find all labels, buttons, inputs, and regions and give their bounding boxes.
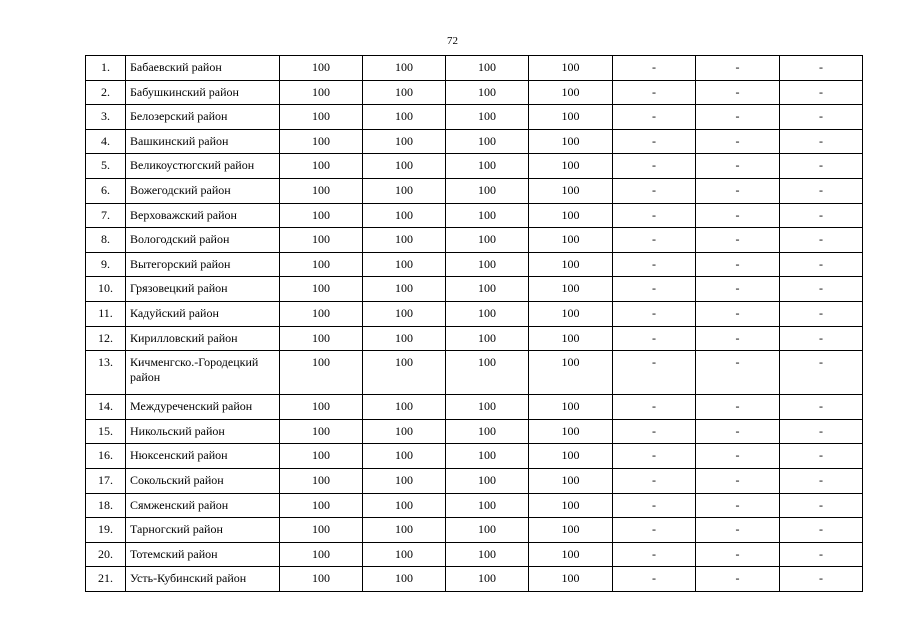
district-name: Бабушкинский район [126, 80, 280, 105]
page-number: 72 [447, 35, 458, 47]
row-number: 4. [86, 129, 126, 154]
table-row [86, 301, 863, 326]
empty-value-cell: - [613, 56, 696, 81]
value-cell: 100 [280, 419, 363, 444]
empty-value-cell: - [780, 154, 863, 179]
district-name: Тарногский район [126, 518, 280, 543]
value-cell: 100 [446, 518, 529, 543]
value-cell: 100 [363, 395, 446, 420]
empty-value-cell: - [613, 444, 696, 469]
value-cell: 100 [280, 80, 363, 105]
table-row [86, 395, 863, 420]
empty-value-cell: - [696, 419, 780, 444]
row-number: 17. [86, 468, 126, 493]
empty-value-cell: - [613, 252, 696, 277]
table-row [86, 252, 863, 277]
value-cell: 100 [280, 542, 363, 567]
value-cell: 100 [529, 80, 613, 105]
empty-value-cell: - [613, 419, 696, 444]
empty-value-cell: - [613, 518, 696, 543]
value-cell: 100 [529, 129, 613, 154]
row-number: 2. [86, 80, 126, 105]
value-cell: 100 [529, 178, 613, 203]
value-cell: 100 [446, 277, 529, 302]
district-name: Верховажский район [126, 203, 280, 228]
value-cell: 100 [363, 56, 446, 81]
empty-value-cell: - [696, 105, 780, 130]
value-cell: 100 [446, 203, 529, 228]
value-cell: 100 [529, 419, 613, 444]
row-number: 15. [86, 419, 126, 444]
value-cell: 100 [280, 228, 363, 253]
value-cell: 100 [529, 395, 613, 420]
empty-value-cell: - [780, 228, 863, 253]
value-cell: 100 [446, 154, 529, 179]
value-cell: 100 [363, 493, 446, 518]
value-cell: 100 [446, 493, 529, 518]
value-cell: 100 [446, 252, 529, 277]
empty-value-cell: - [780, 129, 863, 154]
empty-value-cell: - [780, 56, 863, 81]
table-row [86, 493, 863, 518]
district-name: Кирилловский район [126, 326, 280, 351]
value-cell: 100 [446, 56, 529, 81]
value-cell: 100 [446, 351, 529, 395]
value-cell: 100 [529, 351, 613, 395]
value-cell: 100 [446, 468, 529, 493]
value-cell: 100 [529, 252, 613, 277]
value-cell: 100 [280, 493, 363, 518]
district-name: Вытегорский район [126, 252, 280, 277]
value-cell: 100 [529, 542, 613, 567]
empty-value-cell: - [613, 277, 696, 302]
value-cell: 100 [529, 154, 613, 179]
table-row [86, 154, 863, 179]
empty-value-cell: - [696, 252, 780, 277]
empty-value-cell: - [613, 567, 696, 592]
value-cell: 100 [446, 105, 529, 130]
value-cell: 100 [363, 326, 446, 351]
value-cell: 100 [280, 129, 363, 154]
empty-value-cell: - [780, 203, 863, 228]
value-cell: 100 [280, 105, 363, 130]
empty-value-cell: - [696, 277, 780, 302]
value-cell: 100 [446, 444, 529, 469]
district-name: Грязовецкий район [126, 277, 280, 302]
empty-value-cell: - [696, 203, 780, 228]
empty-value-cell: - [696, 178, 780, 203]
row-number: 14. [86, 395, 126, 420]
empty-value-cell: - [613, 542, 696, 567]
table-row [86, 567, 863, 592]
row-number: 10. [86, 277, 126, 302]
empty-value-cell: - [696, 56, 780, 81]
value-cell: 100 [446, 567, 529, 592]
empty-value-cell: - [696, 567, 780, 592]
value-cell: 100 [446, 178, 529, 203]
value-cell: 100 [280, 567, 363, 592]
value-cell: 100 [529, 56, 613, 81]
district-name: Нюксенский район [126, 444, 280, 469]
value-cell: 100 [529, 105, 613, 130]
empty-value-cell: - [696, 351, 780, 395]
empty-value-cell: - [780, 252, 863, 277]
table-row [86, 228, 863, 253]
table-body [86, 56, 863, 592]
value-cell: 100 [446, 129, 529, 154]
table-row [86, 326, 863, 351]
value-cell: 100 [280, 351, 363, 395]
table-row [86, 80, 863, 105]
row-number: 3. [86, 105, 126, 130]
empty-value-cell: - [780, 277, 863, 302]
row-number: 1. [86, 56, 126, 81]
value-cell: 100 [363, 203, 446, 228]
value-cell: 100 [280, 252, 363, 277]
district-name: Кадуйский район [126, 301, 280, 326]
empty-value-cell: - [696, 154, 780, 179]
value-cell: 100 [446, 326, 529, 351]
table-row [86, 56, 863, 81]
table-row [86, 419, 863, 444]
table-row [86, 518, 863, 543]
empty-value-cell: - [780, 178, 863, 203]
value-cell: 100 [363, 419, 446, 444]
district-name: Кичменгско.-Городецкий район [126, 351, 280, 395]
value-cell: 100 [280, 518, 363, 543]
empty-value-cell: - [780, 468, 863, 493]
empty-value-cell: - [780, 493, 863, 518]
empty-value-cell: - [780, 395, 863, 420]
value-cell: 100 [529, 203, 613, 228]
value-cell: 100 [529, 567, 613, 592]
row-number: 11. [86, 301, 126, 326]
row-number: 9. [86, 252, 126, 277]
empty-value-cell: - [780, 567, 863, 592]
empty-value-cell: - [696, 80, 780, 105]
empty-value-cell: - [613, 105, 696, 130]
empty-value-cell: - [613, 178, 696, 203]
empty-value-cell: - [613, 228, 696, 253]
empty-value-cell: - [696, 468, 780, 493]
empty-value-cell: - [696, 493, 780, 518]
empty-value-cell: - [613, 395, 696, 420]
value-cell: 100 [529, 326, 613, 351]
value-cell: 100 [363, 351, 446, 395]
district-name: Вашкинский район [126, 129, 280, 154]
value-cell: 100 [280, 301, 363, 326]
value-cell: 100 [363, 129, 446, 154]
empty-value-cell: - [613, 129, 696, 154]
district-table [85, 55, 863, 592]
value-cell: 100 [280, 468, 363, 493]
empty-value-cell: - [780, 419, 863, 444]
row-number: 5. [86, 154, 126, 179]
value-cell: 100 [529, 228, 613, 253]
value-cell: 100 [363, 154, 446, 179]
empty-value-cell: - [780, 542, 863, 567]
table-row [86, 444, 863, 469]
empty-value-cell: - [696, 395, 780, 420]
empty-value-cell: - [613, 351, 696, 395]
district-name: Усть-Кубинский район [126, 567, 280, 592]
empty-value-cell: - [613, 301, 696, 326]
value-cell: 100 [363, 301, 446, 326]
empty-value-cell: - [696, 129, 780, 154]
value-cell: 100 [363, 542, 446, 567]
row-number: 12. [86, 326, 126, 351]
value-cell: 100 [363, 444, 446, 469]
value-cell: 100 [446, 228, 529, 253]
empty-value-cell: - [696, 228, 780, 253]
row-number: 6. [86, 178, 126, 203]
table-row [86, 351, 863, 395]
district-name: Тотемский район [126, 542, 280, 567]
table-row [86, 105, 863, 130]
value-cell: 100 [280, 178, 363, 203]
value-cell: 100 [280, 395, 363, 420]
district-name: Сокольский район [126, 468, 280, 493]
value-cell: 100 [363, 518, 446, 543]
value-cell: 100 [529, 518, 613, 543]
district-name: Великоустюгский район [126, 154, 280, 179]
value-cell: 100 [529, 493, 613, 518]
district-name: Белозерский район [126, 105, 280, 130]
empty-value-cell: - [613, 80, 696, 105]
empty-value-cell: - [696, 542, 780, 567]
district-name: Никольский район [126, 419, 280, 444]
row-number: 19. [86, 518, 126, 543]
value-cell: 100 [446, 301, 529, 326]
table-row [86, 203, 863, 228]
row-number: 16. [86, 444, 126, 469]
row-number: 18. [86, 493, 126, 518]
table-row [86, 178, 863, 203]
empty-value-cell: - [613, 154, 696, 179]
district-name: Вожегодский район [126, 178, 280, 203]
value-cell: 100 [363, 277, 446, 302]
district-name: Сямженский район [126, 493, 280, 518]
empty-value-cell: - [613, 203, 696, 228]
value-cell: 100 [280, 154, 363, 179]
row-number: 20. [86, 542, 126, 567]
value-cell: 100 [529, 301, 613, 326]
value-cell: 100 [280, 277, 363, 302]
empty-value-cell: - [613, 326, 696, 351]
value-cell: 100 [363, 178, 446, 203]
value-cell: 100 [363, 567, 446, 592]
value-cell: 100 [363, 80, 446, 105]
empty-value-cell: - [613, 493, 696, 518]
row-number: 7. [86, 203, 126, 228]
empty-value-cell: - [780, 105, 863, 130]
empty-value-cell: - [696, 444, 780, 469]
value-cell: 100 [363, 228, 446, 253]
empty-value-cell: - [780, 518, 863, 543]
row-number: 13. [86, 351, 126, 395]
value-cell: 100 [280, 444, 363, 469]
empty-value-cell: - [780, 326, 863, 351]
value-cell: 100 [280, 56, 363, 81]
value-cell: 100 [446, 80, 529, 105]
table-row [86, 277, 863, 302]
empty-value-cell: - [780, 301, 863, 326]
value-cell: 100 [529, 277, 613, 302]
empty-value-cell: - [780, 80, 863, 105]
value-cell: 100 [529, 468, 613, 493]
empty-value-cell: - [696, 518, 780, 543]
value-cell: 100 [446, 542, 529, 567]
district-name: Бабаевский район [126, 56, 280, 81]
table-row [86, 468, 863, 493]
value-cell: 100 [529, 444, 613, 469]
row-number: 21. [86, 567, 126, 592]
empty-value-cell: - [780, 444, 863, 469]
value-cell: 100 [446, 419, 529, 444]
value-cell: 100 [280, 203, 363, 228]
value-cell: 100 [363, 105, 446, 130]
table-row [86, 129, 863, 154]
value-cell: 100 [363, 252, 446, 277]
district-name: Вологодский район [126, 228, 280, 253]
empty-value-cell: - [780, 351, 863, 395]
empty-value-cell: - [696, 301, 780, 326]
value-cell: 100 [446, 395, 529, 420]
row-number: 8. [86, 228, 126, 253]
empty-value-cell: - [696, 326, 780, 351]
district-name: Междуреченский район [126, 395, 280, 420]
value-cell: 100 [280, 326, 363, 351]
value-cell: 100 [363, 468, 446, 493]
empty-value-cell: - [613, 468, 696, 493]
table-row [86, 542, 863, 567]
